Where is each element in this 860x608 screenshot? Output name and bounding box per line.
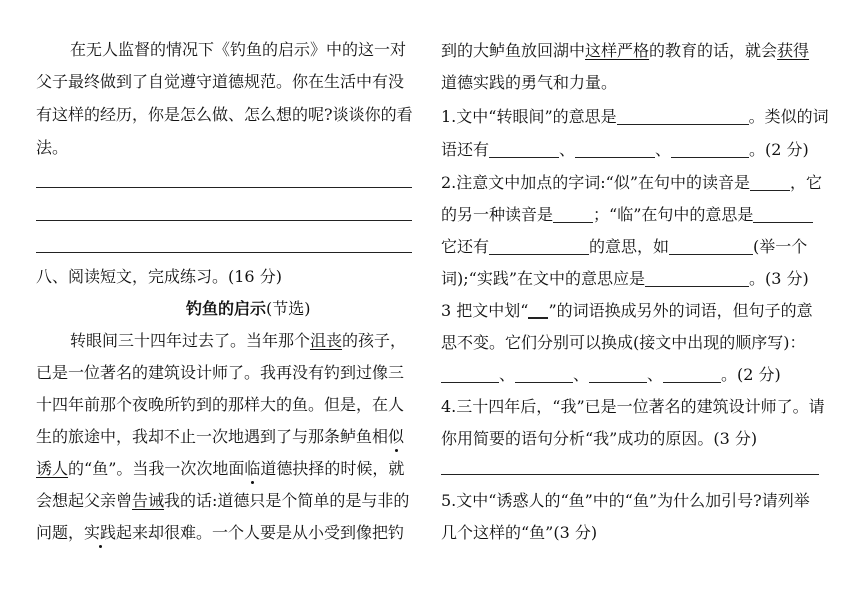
answer-line-2[interactable] [36, 220, 412, 221]
reflection-line-3: 有这样的经历，你是怎么做、怎么想的呢?谈谈你的看 [36, 105, 413, 124]
question-2-line-4 [441, 268, 809, 290]
underlined-word-youren: 诱人 [36, 459, 69, 478]
underlined-word-gaojie: 告诫 [132, 491, 165, 510]
text: 的另一种读音是 [441, 205, 554, 224]
question-3-line-3 [441, 364, 781, 386]
text: 的教育的话，就会 [649, 41, 778, 60]
text: 的“鱼”。当我一次次地面 [68, 459, 245, 478]
text: 的孩子， [342, 331, 407, 350]
text: 转眼间三十四年过去了。当年那个 [70, 331, 311, 350]
reflection-line-4: 法。 [36, 138, 69, 157]
text: 到的大鲈鱼放回湖中 [441, 41, 586, 60]
answer-line-3[interactable] [36, 252, 412, 253]
text: 1.文中“转眼间”的意思是 [441, 107, 617, 126]
question-5-line-2: 几个这样的“鱼”(3 分) [441, 523, 598, 542]
question-1-line-1 [441, 106, 829, 128]
q1-blank-word-3[interactable] [671, 142, 749, 158]
answer-line-1[interactable] [36, 187, 412, 188]
passage-title-note: (节选) [266, 299, 311, 318]
text: 3 把文中划“ [441, 301, 529, 320]
text: ；“临”在句中的意思是 [593, 205, 754, 224]
text: 它还有 [441, 237, 490, 256]
q3-blank-1[interactable] [441, 367, 499, 383]
text: 、 [655, 140, 672, 159]
text: 。(3 分) [749, 269, 809, 288]
text: 词);“实践”在文中的意思应是 [441, 269, 645, 288]
text: 、 [573, 365, 590, 384]
question-1-line-2 [441, 139, 809, 161]
text: 我的话:道德只是个简单的是与非的 [164, 491, 410, 510]
text: 道德抉择的时候，就 [260, 459, 405, 478]
q2-blank-example[interactable] [669, 239, 753, 255]
q1-blank-word-2[interactable] [575, 142, 655, 158]
q2-blank-other-meaning[interactable] [489, 239, 589, 255]
reflection-line-1: 在无人监督的情况下《钓鱼的启示》中的这一对 [70, 40, 407, 59]
passage-line-7 [36, 522, 404, 544]
q3-blank-3[interactable] [589, 367, 647, 383]
question-4-line-2: 你用简要的语句分析“我”成功的原因。(3 分) [441, 429, 758, 448]
text: 会想起父亲曾 [36, 491, 133, 510]
q3-underline-sample [528, 302, 548, 319]
text: 、 [559, 140, 576, 159]
text: 语还有 [441, 140, 490, 159]
dotted-word-shijian: 实践 [84, 523, 117, 542]
text: 。(2 分) [721, 365, 781, 384]
text: 、 [499, 365, 516, 384]
underlined-word-huode: 获得 [777, 41, 810, 60]
dotted-char-lin: 临 [244, 459, 261, 478]
passage-continue-line-1 [441, 40, 809, 62]
text: ”的词语换成另外的词语，但句子的意 [548, 301, 813, 320]
question-5-line-1: 5.文中“诱惑人的“鱼”中的“鱼”为什么加引号?请列举 [441, 491, 810, 510]
question-2-line-1 [441, 172, 822, 194]
passage-continue-line-2: 道德实践的勇气和力量。 [441, 73, 618, 92]
text: (举一个 [753, 237, 808, 256]
text: 。类似的词 [748, 107, 829, 126]
q2-blank-lin-meaning[interactable] [753, 207, 813, 223]
question-3-line-2: 思不变。它们分别可以换成(接文中出现的顺序写)： [441, 333, 806, 352]
text: 生的旅途中，我却不止一次地遇到了与那条鲈鱼相 [36, 427, 389, 446]
section-heading: 八、阅读短文，完成练习。(16 分) [36, 267, 282, 286]
reflection-line-2: 父子最终做到了自觉遵守道德规范。你在生活中有没 [36, 72, 405, 91]
q4-answer-line[interactable] [441, 474, 819, 475]
passage-line-3: 十四年前那个夜晚所钓到的那样大的鱼。但是，在人 [36, 395, 405, 414]
text: 2.注意文中加点的字词:“似”在句中的读音是 [441, 173, 751, 192]
passage-line-4 [36, 426, 404, 448]
q2-blank-pronunciation[interactable] [750, 175, 790, 191]
underlined-word-zheyangyange: 这样严格 [585, 41, 650, 60]
underlined-word-jusang: 沮丧 [310, 331, 343, 350]
question-2-line-3 [441, 236, 807, 258]
text: 的意思，如 [589, 237, 670, 256]
text: 、 [647, 365, 664, 384]
text: 。(2 分) [749, 140, 809, 159]
q1-blank-word-1[interactable] [489, 142, 559, 158]
passage-title [186, 298, 311, 320]
passage-line-6 [36, 490, 409, 512]
passage-line-5 [36, 458, 404, 480]
passage-title-text: 钓鱼的启示 [186, 299, 267, 318]
question-2-line-2 [441, 204, 813, 226]
question-4-line-1: 4.三十四年后，“我”已是一位著名的建筑设计师了。请 [441, 397, 825, 416]
passage-line-1 [70, 330, 406, 352]
q3-blank-2[interactable] [515, 367, 573, 383]
q3-blank-4[interactable] [663, 367, 721, 383]
q2-blank-shijian-meaning[interactable] [645, 271, 749, 287]
dotted-char-si: 似 [388, 427, 405, 446]
text: 起来却很难。一个人要是从小受到像把钓 [116, 523, 405, 542]
question-3-line-1 [441, 300, 813, 322]
text: 问题， [36, 523, 85, 542]
q1-blank-meaning[interactable] [617, 109, 749, 125]
text: ，它 [790, 173, 823, 192]
q2-blank-other-pronunciation[interactable] [553, 207, 593, 223]
passage-line-2: 已是一位著名的建筑设计师了。我再没有钓到过像三 [36, 363, 405, 382]
